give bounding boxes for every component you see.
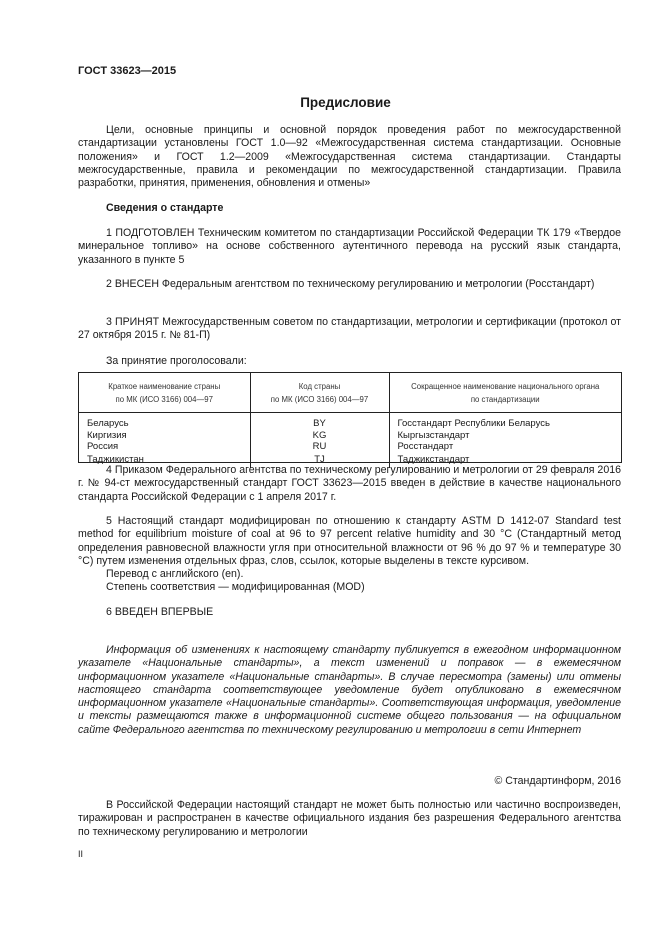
item-4: 4 Приказом Федерального агентства по техническому регулированию и метрологии от 29 февраля 2016 г. № 94-ст межгосударственный стандарт ГОСТ 33623—2015 введен в действие в качестве национального стандарта Российской Федерации с 1 апреля 2017 г. [78,464,621,503]
table-row [79,430,621,442]
cell-country: Таджикистан [79,453,250,468]
item-5: 5 Настоящий стандарт модифицирован по отношению к стандарту ASTM D 1412-07 Standard test method for equilibrium moisture of coal at 96 to 97 percent relative humidity and 30 °C (Стандартный метод определения равновесной влажности угля при относительной влажности от 96 % до 97 % и температуре 30 °C) путем изменения отдельных фраз, слов, ссылок, которые выделены в тексте курсивом. [78,515,621,567]
section-heading: Сведения о стандарте [106,202,224,214]
table-row [79,413,621,430]
cell-code: RU [250,441,389,453]
cell-body: Росстандарт [397,441,454,453]
cell-body: Таджикстандарт [397,453,470,465]
voting-table [78,372,622,463]
intro-paragraph: Цели, основные принципы и основной порядок проведения работ по межгосударственной стандартизации установлены ГОСТ 1.0—92 «Межгосударственная система стандартизации. Основные положения» и ГОСТ 1.2—2009 «Межгосударственная система стандартизации. Стандарты межгосударственные, правила и рекомендации по межгосударственной стандартизации. Правила разработки, принятия, применения, обновления и отмены» [78,124,621,190]
page-number: II [78,849,84,859]
table-header-row [79,373,621,413]
table-header-code: Код страны по МК (ИСО 3166) 004—97 [250,373,389,413]
voted-label: За принятие проголосовали: [106,355,247,367]
item-5-conformity: Степень соответствия — модифицированная (MOD) [106,581,365,593]
item-1: 1 ПОДГОТОВЛЕН Техническим комитетом по стандартизации Российской Федерации ТК 179 «Твердое минеральное топливо» на основе собственного аутентичного перевода на русский язык стандарта, указанного в пункте 5 [78,227,621,266]
cell-country: Беларусь [79,413,250,430]
reproduction-note: В Российской Федерации настоящий стандарт не может быть полностью или частично воспроизведен, тиражирован и распространен в качестве официального издания без разрешения Федерального агентства по техническому регулированию и метрологии [78,799,621,838]
item-6: 6 ВВЕДЕН ВПЕРВЫЕ [106,606,214,618]
item-5-translation: Перевод с английского (en). [106,568,244,580]
info-note: Информация об изменениях к настоящему стандарту публикуется в ежегодном информационном указателе «Национальные стандарты», а текст изменений и поправок — в ежемесячном информационном указателе «Национальные стандарты». В случае пересмотра (замены) или отмены настоящего стандарта соответствующее уведомление будет опубликовано в ежемесячном информационном указателе «Национальные стандарты». Соответствующая информация, уведомление и тексты размещаются также в информационной системе общего пользования — на официальном сайте Федерального агентства по техническому регулированию и метрологии в сети Интернет [78,644,621,736]
table-header-body: Сокращенное наименование национального органа по стандартизации [389,373,621,413]
page-title: Предисловие [300,95,391,110]
cell-code: TJ [250,453,389,468]
item-2: 2 ВНЕСЕН Федеральным агентством по техническому регулированию и метрологии (Росстандарт) [106,278,595,290]
cell-code: BY [250,413,389,430]
cell-body: Госстандарт Республики Беларусь [397,418,550,429]
cell-body: Кыргызстандарт [397,429,470,441]
copyright: © Стандартинформ, 2016 [494,775,621,787]
cell-code: KG [250,430,389,442]
item-3: 3 ПРИНЯТ Межгосударственным советом по стандартизации, метрологии и сертификации (протокол от 27 октября 2015 г. № 81-П) [78,316,621,342]
table-header-country: Краткое наименование страны по МК (ИСО 3166) 004—97 [79,373,250,413]
cell-country: Киргизия [79,430,250,442]
voting-table-grid [79,373,621,468]
table-row [79,441,621,453]
cell-country: Россия [79,441,250,453]
document-header: ГОСТ 33623—2015 [78,65,177,77]
